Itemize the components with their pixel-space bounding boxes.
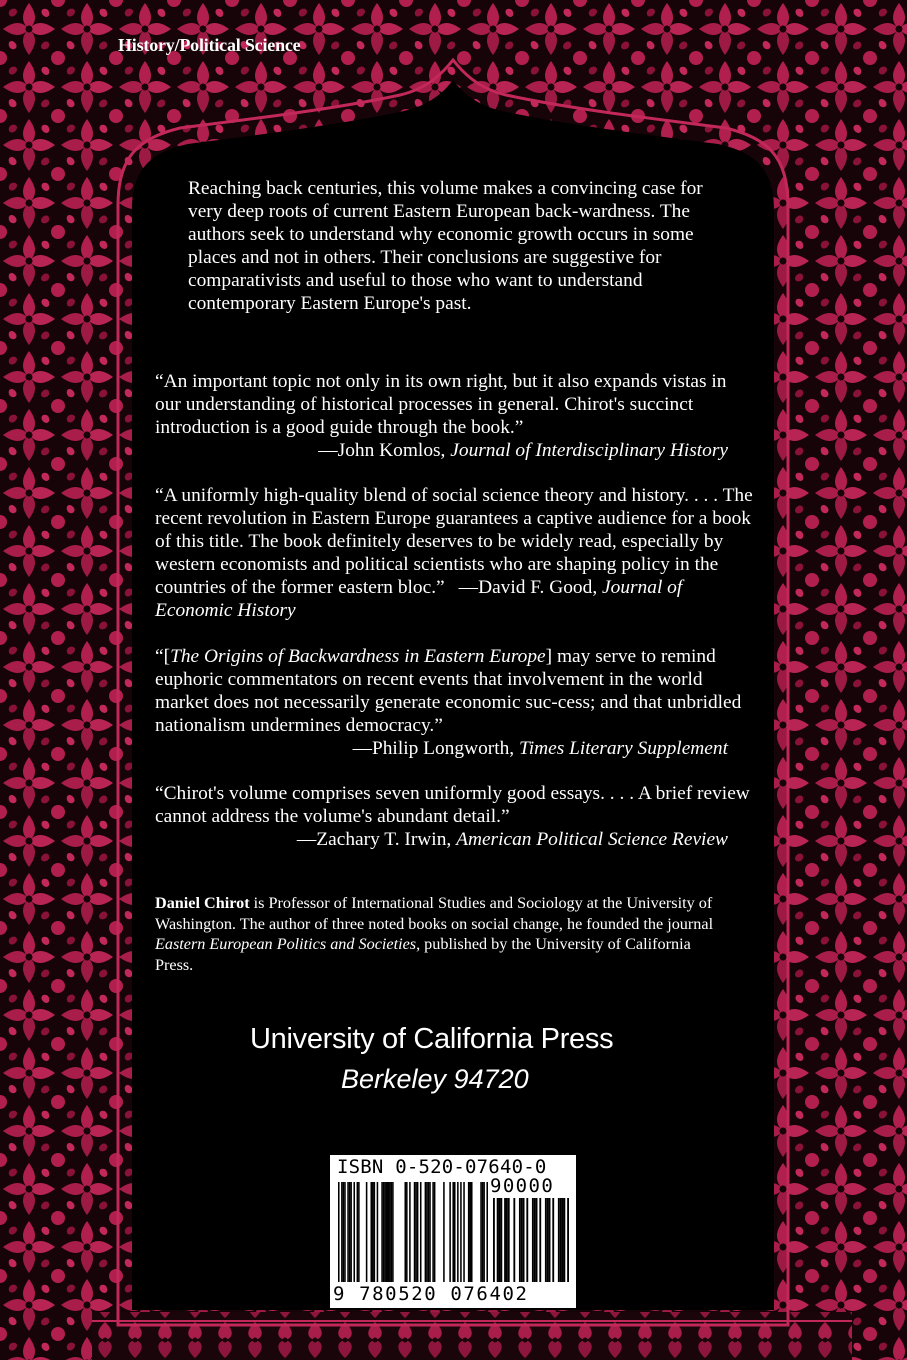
isbn-label: ISBN 0-520-07640-0: [337, 1156, 547, 1178]
barcode-bar: [497, 1198, 499, 1282]
barcode-bar: [384, 1182, 386, 1282]
barcode-bar: [536, 1198, 538, 1282]
journal-title: Eastern European Politics and Societies: [155, 935, 417, 953]
barcode-bar: [508, 1198, 510, 1282]
barcode-bar: [504, 1198, 506, 1282]
barcode-bar: [463, 1182, 465, 1282]
bio-text-2: , published by the University of California Press.: [155, 935, 691, 974]
barcode-bar: [358, 1182, 360, 1282]
quote-source: Journal of Economic History: [155, 577, 683, 621]
barcode-bar: [387, 1182, 389, 1282]
barcode-bar: [420, 1182, 422, 1282]
barcode-bar: [353, 1182, 355, 1282]
quote-attribution: [155, 439, 728, 462]
quote-source: American Political Science Review: [456, 829, 728, 850]
barcode-bar: [539, 1198, 541, 1282]
review-quote: [155, 782, 755, 851]
barcode-bar: [526, 1198, 528, 1282]
addon-barcode-bars: [493, 1198, 569, 1282]
barcode-bar: [391, 1182, 393, 1282]
quote-text: [155, 484, 755, 622]
barcode-bar: [506, 1198, 508, 1282]
quote-text: [155, 645, 755, 737]
barcode-bar: [417, 1182, 419, 1282]
quoted-book-title: The Origins of Backwardness in Eastern Europe: [170, 646, 546, 667]
barcode-bar: [344, 1182, 346, 1282]
barcode-bar: [471, 1182, 473, 1282]
barcode-bar: [425, 1182, 427, 1282]
barcode-bar: [500, 1198, 502, 1282]
barcode-bar: [350, 1182, 352, 1282]
barcode-bar: [377, 1182, 379, 1282]
barcode-bar: [483, 1182, 485, 1282]
barcode-bar: [389, 1182, 391, 1282]
barcode-bar: [552, 1198, 554, 1282]
barcode-bar: [432, 1182, 434, 1282]
barcode-bar: [343, 1182, 345, 1282]
author-bio: [155, 893, 730, 975]
barcode-bar: [374, 1182, 376, 1282]
barcode-bar: [560, 1198, 562, 1282]
barcode-bar: [545, 1198, 547, 1282]
barcode-bar: [338, 1182, 340, 1282]
category-label: History/Political Science: [118, 35, 301, 55]
author-name: Daniel Chirot: [155, 894, 250, 912]
quote-text: “An important topic not only in its own right, but it also expands vistas in our understanding of historical processes in general. Chirot's succinct introduction is a good guide through the book.”: [155, 371, 727, 438]
review-quote: [155, 645, 755, 760]
quote-author: —John Komlos,: [318, 440, 451, 461]
quote-attribution: [155, 828, 728, 851]
barcode-bar: [469, 1182, 471, 1282]
book-description: [188, 177, 733, 315]
barcode-bar: [404, 1182, 406, 1282]
barcode-bar: [426, 1182, 428, 1282]
barcode-bar: [414, 1182, 416, 1282]
quote-author: —David F. Good,: [458, 577, 603, 598]
barcode-bar: [482, 1182, 484, 1282]
quote-source: Times Literary Supplement: [519, 738, 728, 759]
review-quote: [155, 484, 755, 622]
bio-text-1: is Professor of International Studies and Sociology at the University of Washington. The author of three noted books on social change, he founded the journal: [155, 894, 714, 933]
quote-body: ] may serve to remind euphoric commentators on recent events that involvement in the world market does not necessarily generate economic suc-cess; and that unbridled nationalism undermines democracy.”: [155, 646, 742, 736]
barcode-bar: [493, 1198, 495, 1282]
review-quote: [155, 370, 755, 462]
barcode-bar: [519, 1198, 521, 1282]
barcode-bar: [386, 1182, 388, 1282]
barcode-bar: [449, 1182, 451, 1282]
description-text: Reaching back centuries, this volume makes a convincing case for very deep roots of current Eastern European back-wardness. The authors seek to understand why economic growth occurs in some places and not in others. Their conclusions are suggestive for comparativists and useful to those who want to understand contemporary Eastern Europe's past.: [188, 178, 703, 314]
quote-attribution: [155, 737, 728, 760]
barcode-bar: [392, 1182, 394, 1282]
quote-text: “Chirot's volume comprises seven uniformly good essays. . . . A brief review cannot address the volume's abundant detail.”: [155, 783, 750, 827]
barcode-bar: [452, 1182, 454, 1282]
barcode-bar: [563, 1198, 565, 1282]
barcode-bar: [486, 1182, 488, 1282]
price-addon-code: 90000: [490, 1175, 555, 1197]
barcode-bar: [558, 1198, 560, 1282]
quote-open: “[: [155, 646, 171, 667]
barcode-bar: [562, 1198, 564, 1282]
barcode-bar: [457, 1182, 459, 1282]
barcode-bar: [499, 1198, 501, 1282]
quote-author: —Zachary T. Irwin,: [296, 829, 457, 850]
barcode-bar: [460, 1182, 462, 1282]
barcode-bar: [434, 1182, 436, 1282]
barcode-bar: [341, 1182, 343, 1282]
barcode-bar: [381, 1182, 383, 1282]
barcode-bar: [372, 1182, 374, 1282]
barcode-bar: [468, 1182, 470, 1282]
barcode-bar: [357, 1182, 359, 1282]
publisher-city: Berkeley 94720: [341, 1064, 529, 1094]
publisher-name: University of California Press: [250, 1023, 614, 1055]
barcode-bar: [454, 1182, 456, 1282]
barcode-bar: [349, 1182, 351, 1282]
barcode-bar: [480, 1182, 482, 1282]
barcode-bar: [534, 1198, 536, 1282]
barcode-bar: [428, 1182, 430, 1282]
barcode-bar: [370, 1182, 372, 1282]
barcode-bar: [429, 1182, 431, 1282]
quote-body: “A uniformly high-quality blend of social science theory and history. . . . The recent revolution in Eastern Europe guarantees a captive audience for a book of this title. The book definitely deserves to be widely read, especially by western economists and political scientists who are shaping policy in the countries of the former eastern bloc.”: [155, 485, 753, 598]
barcode-bar: [523, 1198, 525, 1282]
barcode-bar: [532, 1198, 534, 1282]
barcode-bar: [409, 1182, 411, 1282]
barcode-bar: [443, 1182, 445, 1282]
ean-barcode-bars: [338, 1182, 488, 1282]
barcode-bar: [383, 1182, 385, 1282]
barcode-bar: [347, 1182, 349, 1282]
barcode-bar: [547, 1198, 549, 1282]
barcode-bar: [567, 1198, 569, 1282]
quote-author: —Philip Longworth,: [352, 738, 520, 759]
barcode-bar: [415, 1182, 417, 1282]
isbn-barcode: [330, 1155, 576, 1308]
barcode-bar: [549, 1198, 551, 1282]
barcode-bar: [406, 1182, 408, 1282]
barcode-bar: [366, 1182, 368, 1282]
ean-digits: 9 780520 076402: [333, 1283, 529, 1305]
barcode-bar: [521, 1198, 523, 1282]
barcode-bar: [513, 1198, 515, 1282]
quote-source: Journal of Interdisciplinary History: [450, 440, 728, 461]
